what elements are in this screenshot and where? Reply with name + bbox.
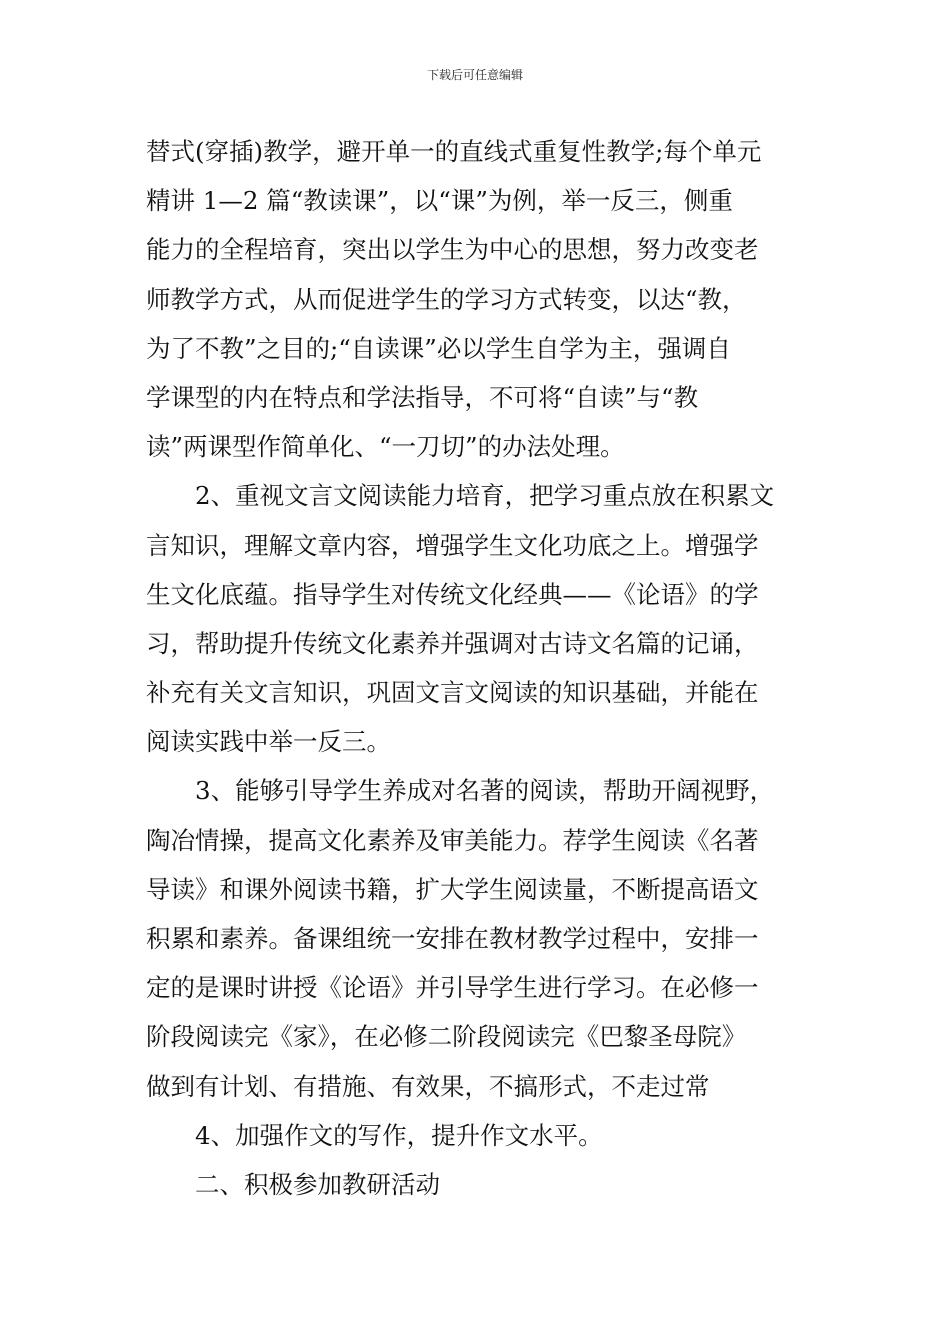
paragraph-start-line: 4、加强作文的写作，提升作文水平。 (195, 1120, 603, 1150)
text-line: 阅读实践中举一反三。 (146, 727, 391, 757)
text-line: 定的是课时讲授《论语》并引导学生进行学习。在必修一 (146, 973, 759, 1003)
text-line: 陶冶情操，提高文化素养及审美能力。荐学生阅读《名著 (146, 825, 759, 855)
text-line: 能力的全程培育，突出以学生为中心的思想，努力改变老 (146, 235, 759, 265)
section-heading: 二、积极参加教研活动 (195, 1169, 440, 1199)
text-line: 补充有关文言知识，巩固文言文阅读的知识基础，并能在 (146, 678, 759, 708)
text-line: 师教学方式，从而促进学生的学习方式转变，以达“教， (146, 284, 747, 314)
text-line: 生文化底蕴。指导学生对传统文化经典——《论语》的学 (146, 579, 759, 609)
page-header: 下载后可任意编辑 (426, 68, 523, 82)
text-line: 读”两课型作简单化、“一刀切”的办法处理。 (146, 432, 625, 462)
text-line: 言知识，理解文章内容，增强学生文化功底之上。增强学 (146, 530, 759, 560)
text-line: 积累和素养。备课组统一安排在教材教学过程中，安排一 (146, 924, 759, 953)
text-line: 导读》和课外阅读书籍，扩大学生阅读量，不断提高语文 (146, 874, 759, 904)
text-line: 学课型的内在特点和学法指导，不可将“自读”与“教 (146, 382, 699, 412)
text-line: 为了不教”之目的;“自读课”必以学生自学为主，强调自 (146, 333, 731, 363)
text-line: 精讲 1—2 篇“教读课”，以“课”为例，举一反三，侧重 (146, 186, 733, 216)
paragraph-start-line: 3、能够引导学生养成对名著的阅读，帮助开阔视野， (195, 776, 775, 806)
document-body (146, 127, 806, 1209)
text-line: 阶段阅读完《家》，在必修二阶段阅读完《巴黎圣母院》 (146, 1022, 747, 1052)
text-line: 替式(穿插)教学，避开单一的直线式重复性教学;每个单元 (146, 137, 762, 166)
text-line: 习，帮助提升传统文化素养并强调对古诗文名篇的记诵， (146, 628, 759, 658)
text-line: 做到有计划、有措施、有效果，不搞形式，不走过常 (146, 1071, 710, 1101)
paragraph-start-line: 2、重视文言文阅读能力培育，把学习重点放在积累文 (195, 481, 775, 511)
